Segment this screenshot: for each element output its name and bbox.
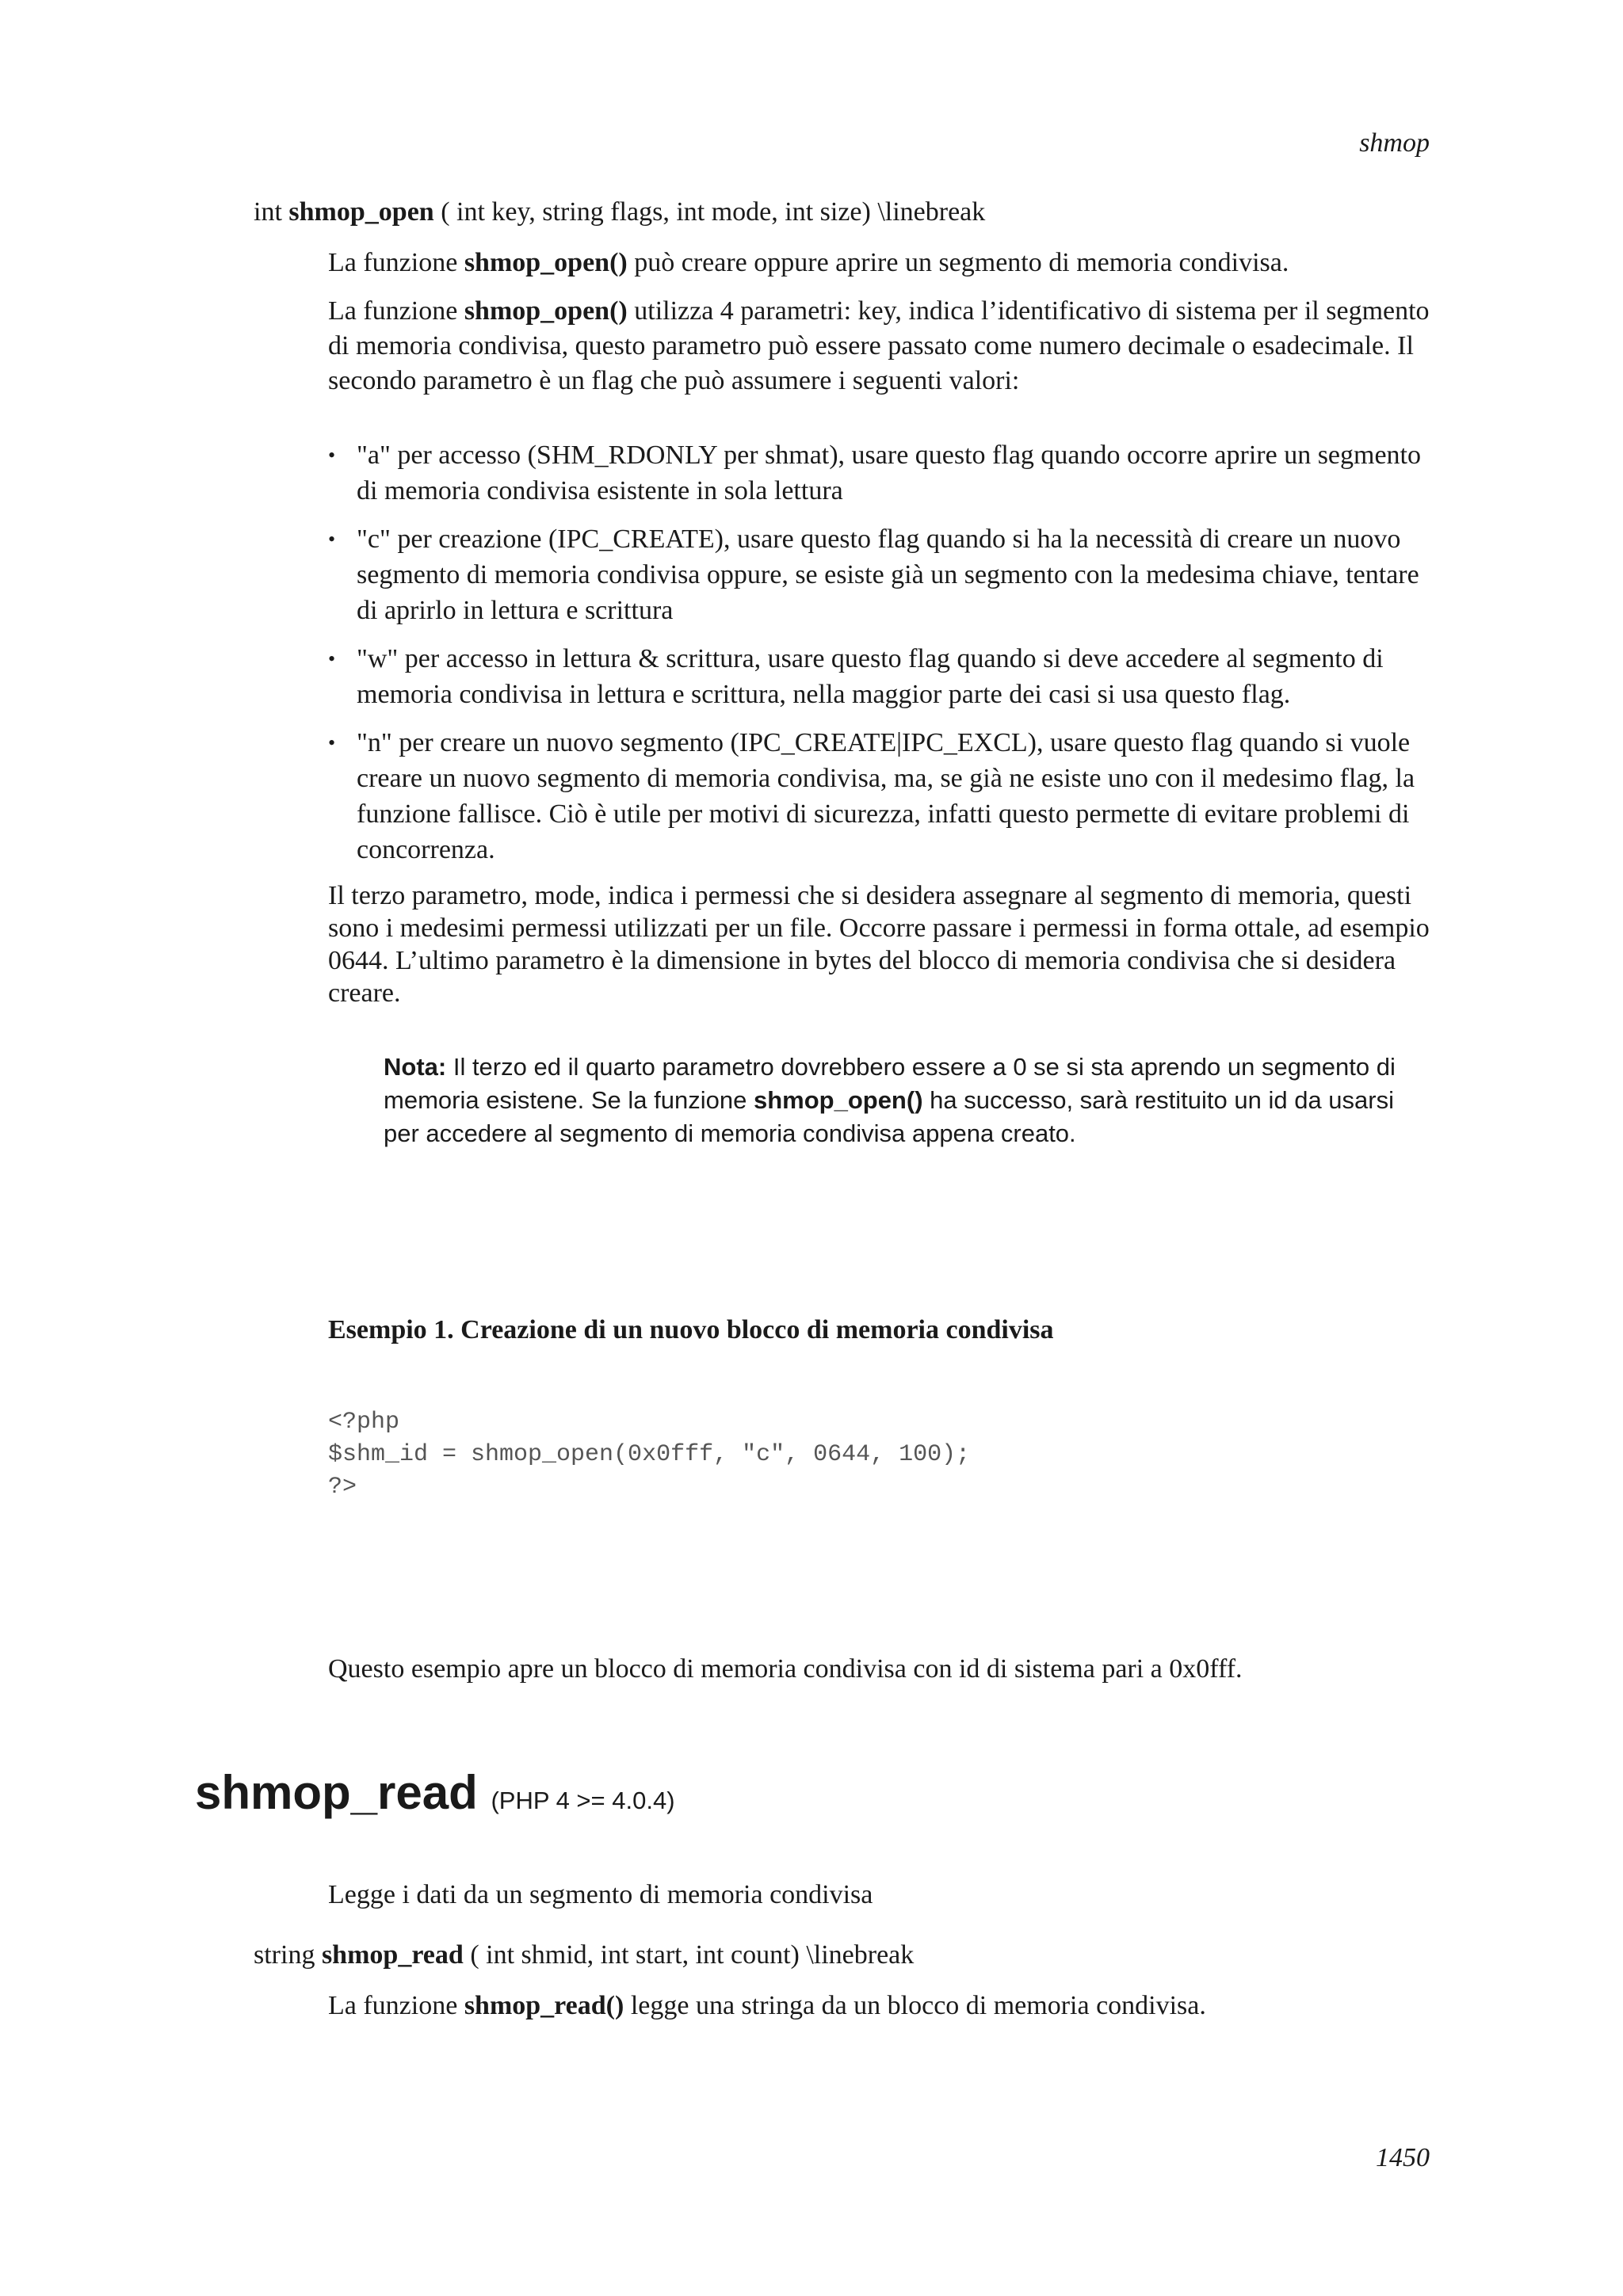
example-title: Esempio 1. Creazione di un nuovo blocco di memoria condivisa bbox=[328, 1315, 1054, 1344]
bullet: • bbox=[328, 444, 336, 467]
function-reference: shmop_open() bbox=[753, 1086, 923, 1114]
function-name: shmop_open bbox=[288, 197, 434, 227]
function-heading bbox=[195, 1765, 675, 1829]
note-label: Nota: bbox=[384, 1053, 447, 1081]
purpose-text: Legge i dati da un segmento di memoria condivisa bbox=[328, 1880, 873, 1909]
return-type: int bbox=[254, 197, 282, 227]
list-item: • "n" per creare un nuovo segmento (IPC_CREATE|IPC_EXCL), usare questo flag quando si vuole creare un nuovo segmento di memoria condivisa, ma, se già ne esiste uno con il medesimo flag, la funzione fallisce. Ciò è utile per motivi di sicurezza, infatti questo permette di evitare problemi di concorrenza. bbox=[328, 725, 1438, 868]
bullet: • bbox=[328, 647, 336, 670]
list-item: • "a" per accesso (SHM_RDONLY per shmat), usare questo flag quando occorre aprire un segmento di memoria condivisa esistente in sola lettura bbox=[328, 437, 1438, 509]
function-reference: shmop_open() bbox=[464, 296, 628, 326]
function-reference: shmop_read() bbox=[464, 1991, 624, 2020]
function-synopsis-shmop-read bbox=[254, 1938, 914, 1973]
code-example: <?php $shm_id = shmop_open(0x0fff, "c", 0644, 100); ?> bbox=[328, 1409, 971, 1501]
function-name: shmop_read bbox=[321, 1940, 464, 1970]
version-badge: (PHP 4 >= 4.0.4) bbox=[491, 1787, 675, 1814]
list-item: • "c" per creazione (IPC_CREATE), usare questo flag quando si ha la necessità di creare un nuovo segmento di memoria condivisa oppure, se esiste già un segmento con la medesima chiave, tentare di aprirlo in lettura e scrittura bbox=[328, 521, 1438, 628]
function-params: ( int shmid, int start, int count) \linebreak bbox=[470, 1940, 915, 1970]
description-paragraph: La funzione shmop_open() può creare oppure aprire un segmento di memoria condivisa. bbox=[328, 248, 1289, 277]
function-params: ( int key, string flags, int mode, int size) \linebreak bbox=[441, 197, 986, 227]
note-box: Nota: Il terzo ed il quarto parametro dovrebbero essere a 0 se si sta aprendo un segmento di memoria esistene. Se la funzione shmop_open() ha successo, sarà restituito un id da usarsi per accedere al segmento di memoria condivisa appena creato. bbox=[384, 1053, 1396, 1147]
running-header: shmop bbox=[1359, 128, 1430, 158]
flags-list bbox=[328, 437, 1438, 880]
function-reference: shmop_open() bbox=[464, 248, 628, 277]
description-paragraph: La funzione shmop_read() legge una stringa da un blocco di memoria condivisa. bbox=[328, 1991, 1206, 2020]
bullet: • bbox=[328, 528, 336, 551]
heading-title: shmop_read bbox=[195, 1766, 478, 1819]
list-item: • "w" per accesso in lettura & scrittura, usare questo flag quando si deve accedere al segmento di memoria condivisa in lettura e scrittura, nella maggior parte dei casi si usa questo flag. bbox=[328, 641, 1438, 712]
parameters-paragraph: La funzione shmop_open() utilizza 4 parametri: key, indica l’identificativo di sistema per il segmento di memoria condivisa, questo parametro può essere passato come numero decimale o esadecimale. Il secondo parametro è un flag che può assumere i seguenti valori: bbox=[328, 296, 1430, 395]
page-number: 1450 bbox=[1376, 2143, 1430, 2172]
example-explanation: Questo esempio apre un blocco di memoria condivisa con id di sistema pari a 0x0fff. bbox=[328, 1654, 1243, 1684]
bullet: • bbox=[328, 731, 336, 754]
return-type: string bbox=[254, 1940, 315, 1970]
mode-size-paragraph: Il terzo parametro, mode, indica i permessi che si desidera assegnare al segmento di memoria, questi sono i medesimi permessi utilizzati per un file. Occorre passare i permessi in forma ottale, ad esempio 0644. L’ultimo parametro è la dimensione in bytes del blocco di memoria condivisa che si desidera creare. bbox=[328, 881, 1430, 1008]
function-synopsis-shmop-open bbox=[254, 195, 985, 230]
